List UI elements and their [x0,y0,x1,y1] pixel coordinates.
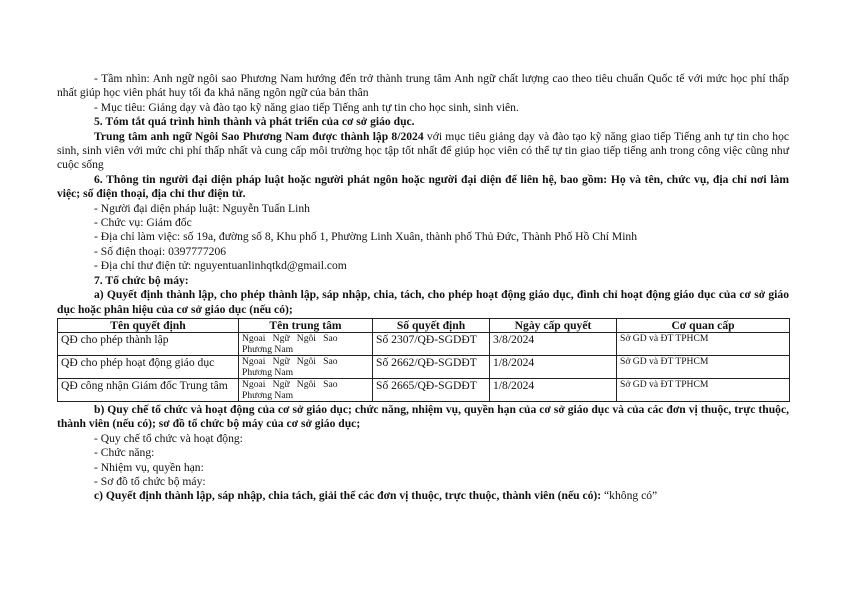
decision-number-cell: Số 2307/QĐ-SGDĐT [373,332,490,355]
decision-number-cell: Số 2662/QĐ-SGDĐT [373,355,490,378]
table-header-cell: Tên quyết định [58,318,239,332]
center-name-line2: Phương Nam [242,389,294,401]
table-header-cell: Số quyết định [373,318,490,332]
decision-date-cell: 1/8/2024 [490,355,617,378]
center-name-line2: Phương Nam [242,343,294,355]
section7a-heading: a) Quyết định thành lập, cho phép thành lập, sáp nhập, chia, tách, cho phép hoạt động giáo dục, đình chỉ hoạt động giáo dục của cơ sở giáo dục hoặc phân hiệu của cơ sở giáo dục (nếu có); [57,288,789,316]
center-name-line1: Ngoai Ngữ Ngôi Sao [242,355,338,367]
center-name-line1: Ngoai Ngữ Ngôi Sao [242,332,338,344]
issuing-agency-cell: Sở GD và ĐT TPHCM [617,332,790,355]
section5-heading: 5. Tóm tắt quá trình hình thành và phát triển của cơ sở giáo dục. [94,115,415,129]
decisions-table [57,318,790,402]
table-row [58,355,790,378]
section5-lead: Trung tâm anh ngữ Ngôi Sao Phương Nam được thành lập 8/2024 [94,129,424,143]
vision-paragraph: - Tầm nhìn: Anh ngữ ngôi sao Phương Nam hướng đến trở thành trung tâm Anh ngữ chất lượng cao theo tiêu chuẩn Quốc tế với mức học phí thấp nhất giúp học viên phát huy tối đa khả năng ngôn ngữ của bản thân [57,72,789,100]
issuing-agency-cell: Sở GD và ĐT TPHCM [617,378,790,401]
rep-name-line: - Người đại diện pháp luật: Nguyễn Tuấn Linh [94,201,310,215]
section7b-heading: b) Quy chế tổ chức và hoạt động của cơ sở giáo dục; chức năng, nhiệm vụ, quyền hạn của cơ sở giáo dục và của các đơn vị thuộc, trực thuộc, thành viên (nếu có); sơ đồ tổ chức bộ máy của cơ sở giáo dục; [57,402,789,431]
center-name-cell [239,332,373,355]
decision-number-cell: Số 2665/QĐ-SGDĐT [373,378,490,401]
table-header-cell: Cơ quan cấp [617,318,790,332]
section7c-paragraph [57,489,789,503]
table-row [58,378,790,401]
issuing-agency-cell: Sở GD và ĐT TPHCM [617,355,790,378]
decision-date-cell: 1/8/2024 [490,378,617,401]
center-name-line1: Ngoai Ngữ Ngôi Sao [242,378,338,390]
table-header-row [58,318,790,332]
b-line-org-chart: - Sơ đồ tổ chức bộ máy: [94,474,206,488]
center-name-line2: Phương Nam [242,366,294,378]
center-name-cell [239,355,373,378]
goal-paragraph: - Mục tiêu: Giảng dạy và đào tạo kỹ năng giao tiếp Tiếng anh tự tin cho học sinh, sinh viên. [94,100,519,114]
rep-email-line: - Địa chỉ thư điện tử: nguyentuanlinhqtkd@gmail.com [94,259,347,273]
rep-phone-line: - Số điện thoại: 0397777206 [94,244,227,258]
decision-name-cell: QĐ công nhận Giám đốc Trung tâm [58,378,239,401]
section5-paragraph [57,130,789,173]
decision-name-cell: QĐ cho phép thành lập [58,332,239,355]
decision-name-cell: QĐ cho phép hoạt động giáo dục [58,355,239,378]
center-name-cell [239,378,373,401]
table-row [58,332,790,355]
table-header-cell: Ngày cấp quyết [490,318,617,332]
rep-position-line: - Chức vụ: Giám đốc [94,216,192,230]
section7c-heading: c) Quyết định thành lập, sáp nhập, chia tách, giải thể các đơn vị thuộc, trực thuộc, thành viên (nếu có): [94,489,602,503]
section7c-value: “không có” [601,489,658,503]
table-header-cell: Tên trung tâm [239,318,373,332]
b-line-regulation: - Quy chế tổ chức và hoạt động: [94,431,243,445]
section5-body: với mục tiêu giảng dạy và đào tạo kỹ năng giao tiếp Tiếng anh tự tin cho học sinh, sinh viên với mức chi phí thấp nhất và cung cấp môi trường học tập tốt nhất để giúp học viên có thể tự tin giao tiếp tiếng anh trong công việc cũng như cuộc sống [57,129,790,172]
b-line-duties: - Nhiệm vụ, quyền hạn: [94,460,204,474]
decision-date-cell: 3/8/2024 [490,332,617,355]
section7-heading: 7. Tổ chức bộ máy: [94,273,189,287]
document-page [57,72,789,504]
section6-heading: 6. Thông tin người đại diện pháp luật hoặc người phát ngôn hoặc người đại diện để liên hệ, bao gồm: Họ và tên, chức vụ, địa chỉ nơi làm việc; số điện thoại, địa chỉ thư điện tử. [57,172,789,201]
b-line-functions: - Chức năng: [94,446,155,460]
rep-address-line: - Địa chỉ làm việc: số 19a, đường số 8, Khu phố 1, Phường Linh Xuân, thành phố Thủ Đức, Thành Phố Hồ Chí Minh [94,230,638,244]
